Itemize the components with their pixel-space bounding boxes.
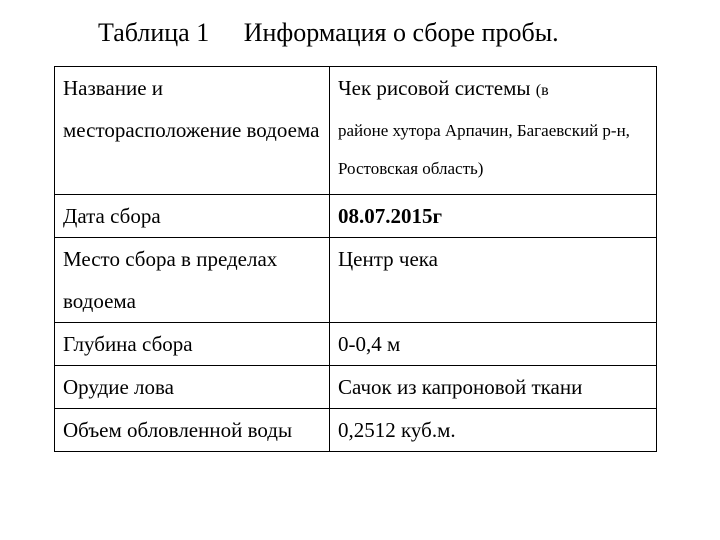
row-label-text: Дата сбора (63, 204, 161, 228)
row-value-text: 0,2512 куб.м. (338, 418, 456, 442)
row-value-text: Сачок из капроновой ткани (338, 375, 583, 399)
row-value-text: Центр чека (338, 247, 438, 271)
row-value (330, 366, 657, 409)
table-caption (98, 18, 559, 48)
row-value (330, 409, 657, 452)
row-label (55, 67, 330, 195)
row-label-text: Объем обловленной воды (63, 418, 293, 442)
table-number: Таблица 1 (98, 18, 210, 47)
sample-info-table (54, 66, 657, 452)
row-value (330, 195, 657, 238)
row-label (55, 409, 330, 452)
row-label-text: Глубина сбора (63, 332, 193, 356)
row-label (55, 238, 330, 323)
row-value (330, 67, 657, 195)
table-row (55, 409, 657, 452)
row-value-text: 0-0,4 м (338, 332, 401, 356)
row-value-text: 08.07.2015г (338, 204, 443, 228)
table-row (55, 67, 657, 195)
row-value (330, 238, 657, 323)
table-row (55, 195, 657, 238)
row-label-text: Название и месторасположение водоема (63, 76, 320, 142)
table-row (55, 238, 657, 323)
location-first-line (338, 67, 650, 112)
location-head: Чек рисовой системы (338, 76, 531, 100)
row-label (55, 323, 330, 366)
row-label-text: Орудие лова (63, 375, 174, 399)
location-head-suffix: (в (535, 82, 549, 99)
table-row (55, 366, 657, 409)
table-title: Информация о сборе пробы. (243, 18, 559, 47)
row-value (330, 323, 657, 366)
table-row (55, 323, 657, 366)
row-label-text: Место сбора в пределах водоема (63, 247, 278, 313)
row-label (55, 195, 330, 238)
location-details: районе хутора Арпачин, Багаевский р-н, Ростовская область) (338, 121, 630, 178)
row-label (55, 366, 330, 409)
